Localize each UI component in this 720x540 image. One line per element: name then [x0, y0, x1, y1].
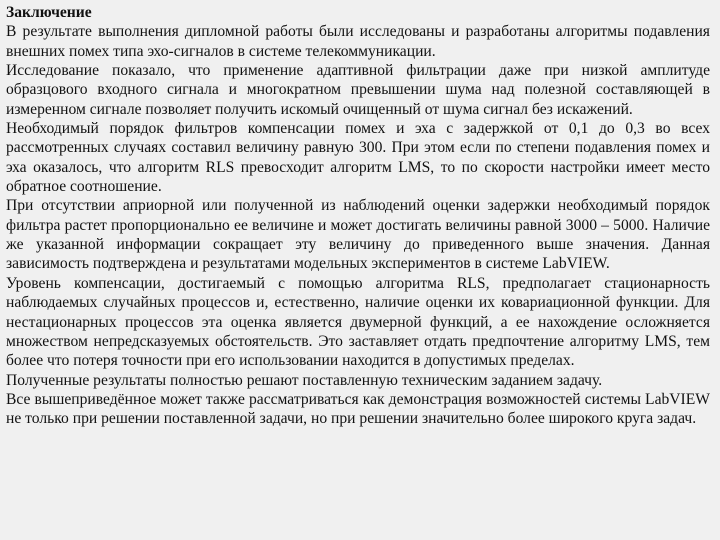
document-title: Заключение: [6, 4, 92, 21]
paragraph-delay-estimate: При отсутствии априорной или полученной из наблюдений оценки задержки необходимый порядок фильтра растет пропорционально ее величине и может достигать величины равной 3000 – 5000. Наличие же указанной информации сокращает эту величину до приведенного выше значения. Данная зависимость подтверждена и результатами модельных экспериментов в системе LabVIEW.: [6, 197, 710, 273]
paragraph-filter-order: Необходимый порядок фильтров компенсации помех и эха с задержкой от 0,1 до 0,3 во всех рассмотренных случаях составил величину равную 300. При этом если по степени подавления помех и эха оказалось, что алгоритм RLS превосходит алгоритм LMS, то по скорости настройки имеет место обратное соотношение.: [6, 120, 710, 196]
paragraph-task-solved: Полученные результаты полностью решают поставленную техническим заданием задачу.: [6, 371, 603, 389]
document-page: [6, 3, 710, 429]
paragraph-compensation-level: Уровень компенсации, достигаемый с помощью алгоритма RLS, предполагает стационарность наблюдаемых случайных процессов и, естественно, наличие оценки их ковариационной функции. Для нестационарных процессов эта оценка является двумерной функций, а ее нахождение осложняется множеством непредсказуемых обстоятельств. Это заставляет отдать предпочтение алгоритму LMS, тем более что потеря точности при его использовании находится в допустимых пределах.: [6, 274, 710, 370]
paragraph-research: Исследование показало, что применение адаптивной фильтрации даже при низкой амплитуде образцового входного сигнала и многократном превышении шума над полезной составляющей в измеренном сигнале позволяет получить искомый очищенный от шума сигнал без искажений.: [6, 62, 710, 118]
paragraph-results: В результате выполнения дипломной работы были исследованы и разработаны алгоритмы подавления внешних помех типа эхо-сигналов в системе телекоммуникации.: [6, 23, 710, 60]
paragraph-labview-demo: Все вышеприведённое может также рассматриваться как демонстрация возможностей системы LabVIEW не только при решении поставленной задачи, но при решении значительно более широкого круга задач.: [6, 390, 710, 428]
